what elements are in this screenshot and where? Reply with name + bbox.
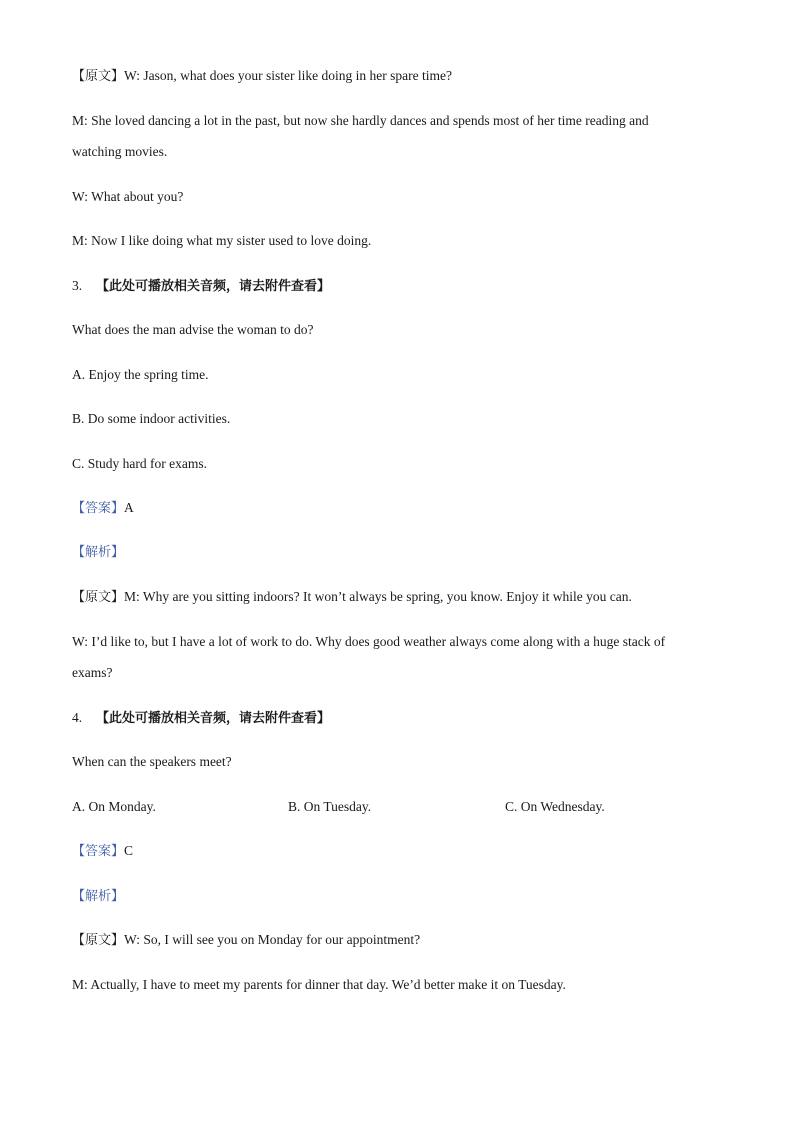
question-3-option-c: C. Study hard for exams. xyxy=(72,456,207,471)
transcript-line: W: What about you? xyxy=(72,189,184,204)
question-number: 4. xyxy=(72,710,83,725)
transcript-line xyxy=(72,931,420,950)
transcript-line xyxy=(72,67,452,86)
transcript-line: exams? xyxy=(72,665,113,680)
transcript-line: M: Actually, I have to meet my parents for dinner that day. We’d better make it on Tuesday. xyxy=(72,977,566,992)
question-4-option-c: C. On Wednesday. xyxy=(505,799,605,814)
transcript-text: W: Jason, what does your sister like doing in her spare time? xyxy=(124,68,452,83)
audio-note: 【此处可播放相关音频，请去附件查看】 xyxy=(96,711,331,726)
transcript-text: M: Why are you sitting indoors? It won’t always be spring, you know. Enjoy it while you can. xyxy=(124,589,632,604)
transcript-line xyxy=(72,588,632,607)
answer-tag: 【答案】 xyxy=(72,844,125,859)
audio-note: 【此处可播放相关音频，请去附件查看】 xyxy=(96,279,331,294)
source-text-tag: 【原文】 xyxy=(72,933,125,948)
question-4-text: When can the speakers meet? xyxy=(72,754,232,769)
question-4-options xyxy=(72,798,722,816)
transcript-line: M: Now I like doing what my sister used to love doing. xyxy=(72,233,372,248)
analysis-tag: 【解析】 xyxy=(72,545,125,560)
answer-value: A xyxy=(124,500,134,515)
answer-value: C xyxy=(124,843,134,858)
question-4-analysis xyxy=(72,887,124,906)
question-4-option-a: A. On Monday. xyxy=(72,799,156,814)
question-3-analysis xyxy=(72,543,124,562)
question-4-answer xyxy=(72,842,133,861)
question-4-header xyxy=(72,709,330,728)
source-text-tag: 【原文】 xyxy=(72,590,125,605)
answer-tag: 【答案】 xyxy=(72,501,125,516)
transcript-line: W: I’d like to, but I have a lot of work to do. Why does good weather always come along with a huge stack of xyxy=(72,634,666,649)
question-3-answer xyxy=(72,499,134,518)
question-number: 3. xyxy=(72,278,83,293)
analysis-tag: 【解析】 xyxy=(72,889,125,904)
transcript-line: watching movies. xyxy=(72,144,168,159)
question-3-header xyxy=(72,277,330,296)
transcript-line: M: She loved dancing a lot in the past, but now she hardly dances and spends most of her time reading and xyxy=(72,113,649,128)
question-3-text: What does the man advise the woman to do? xyxy=(72,322,314,337)
source-text-tag: 【原文】 xyxy=(72,69,125,84)
question-3-option-b: B. Do some indoor activities. xyxy=(72,411,231,426)
question-3-option-a: A. Enjoy the spring time. xyxy=(72,367,209,382)
transcript-text: W: So, I will see you on Monday for our appointment? xyxy=(124,932,421,947)
question-4-option-b: B. On Tuesday. xyxy=(288,799,372,814)
